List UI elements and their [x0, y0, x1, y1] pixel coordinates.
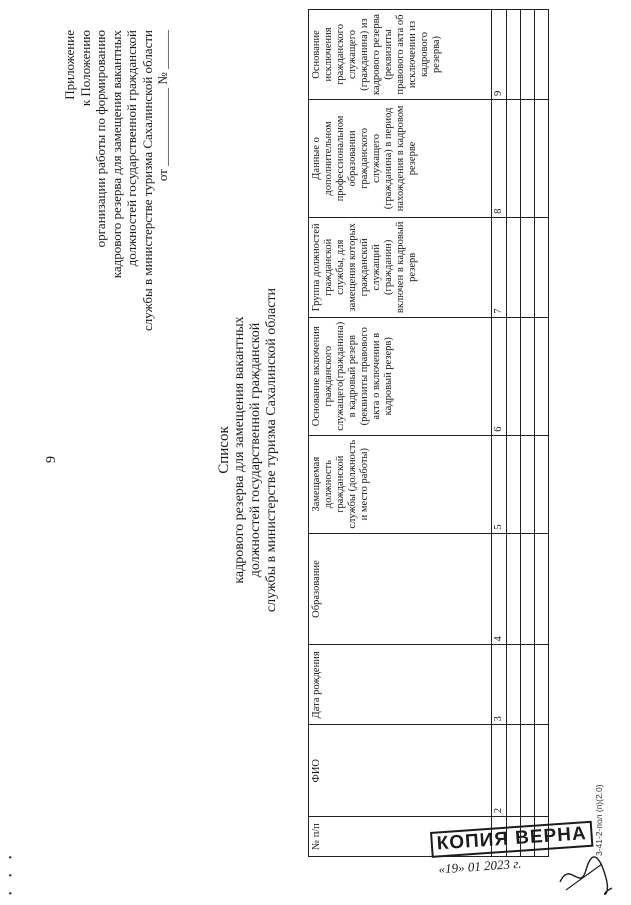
- table-cell: [535, 10, 549, 100]
- appendix-line: кадрового резерва для замещения вакантных: [108, 30, 124, 279]
- column-number: 3: [492, 645, 507, 725]
- appendix-line: должностей государственной гражданской: [124, 30, 139, 267]
- table-cell: [521, 533, 535, 645]
- table-cell: [507, 435, 521, 533]
- table-row: [535, 10, 549, 857]
- table-cell: [507, 99, 521, 217]
- appendix-line: от ____________ № ______: [155, 30, 170, 182]
- column-number: 7: [492, 217, 507, 317]
- column-number: 6: [492, 317, 507, 435]
- table-cell: [521, 725, 535, 817]
- column-header: Основание исключения гражданского служащего (гражданина) из кадрового резерва (реквизиты правового акта об исключении из кадрового резерва): [309, 10, 492, 100]
- column-header: Группа должностей гражданской службы, для замещения которых гражданский служащий (гражданин) включен в кадровый резерв: [309, 217, 492, 317]
- column-header: Основание включения гражданского служащего(гражданина) в кадровый резерв (реквизиты правового акта о включении в кадровый резерв): [309, 317, 492, 435]
- column-number: 8: [492, 99, 507, 217]
- title-line: службы в министерстве туризма Сахалинской области: [264, 287, 279, 613]
- table-cell: [521, 10, 535, 100]
- table-cell: [507, 725, 521, 817]
- reserve-table: [308, 9, 549, 857]
- column-number: 4: [492, 533, 507, 645]
- column-header: № п/п: [309, 817, 492, 857]
- table-cell: [521, 99, 535, 217]
- page-number: 9: [44, 456, 59, 463]
- appendix-line: организации работы по формированию: [93, 30, 108, 248]
- table-cell: [535, 435, 549, 533]
- document-title: [216, 235, 280, 665]
- signature-stroke: [566, 864, 602, 890]
- table-row: [521, 10, 535, 857]
- table-header-row: [309, 10, 492, 857]
- table-cell: [521, 645, 535, 725]
- signature-mark: [556, 852, 616, 898]
- title-line: кадрового резерва для замещения вакантных: [232, 316, 247, 584]
- stamp-date: «19» 01 2023 г.: [438, 855, 522, 877]
- column-number: 2: [492, 725, 507, 817]
- stamp-label: КОПИЯ ВЕРНА: [430, 821, 594, 858]
- table-cell: [507, 217, 521, 317]
- corner-marks: • • •: [6, 849, 17, 895]
- table-cell: [535, 317, 549, 435]
- table-cell: [535, 99, 549, 217]
- column-number: 9: [492, 10, 507, 100]
- column-number-row: [492, 10, 507, 857]
- table-cell: [507, 533, 521, 645]
- table-cell: [535, 725, 549, 817]
- table-cell: [521, 317, 535, 435]
- table-cell: [521, 435, 535, 533]
- table-cell: [507, 317, 521, 435]
- table-cell: [535, 533, 549, 645]
- title-heading: Список: [216, 426, 232, 474]
- table-cell: [535, 217, 549, 317]
- appendix-line: Приложение: [62, 30, 77, 100]
- title-line: должностей государственной гражданской: [248, 322, 263, 578]
- table-cell: [521, 217, 535, 317]
- table-cell: [507, 10, 521, 100]
- column-header: Данные о дополнительном профессиональном образовании гражданского служащего (гражданина) в период нахождения в кадровом резерве: [309, 99, 492, 217]
- table-row: [507, 10, 521, 857]
- column-header: ФИО: [309, 725, 492, 817]
- column-header: Замещаемая должность гражданской службы (должность и место работы): [309, 435, 492, 533]
- appendix-header: [62, 30, 171, 450]
- table-cell: [535, 645, 549, 725]
- form-code: 3-41-2-пол (п)(2.0): [594, 784, 604, 856]
- column-number: 5: [492, 435, 507, 533]
- table-cell: [507, 645, 521, 725]
- column-header: Дата рождения: [309, 645, 492, 725]
- appendix-line: службы в министерстве туризма Сахалинской области: [139, 30, 155, 331]
- column-header: Образование: [309, 533, 492, 645]
- appendix-line: к Положению: [77, 30, 93, 107]
